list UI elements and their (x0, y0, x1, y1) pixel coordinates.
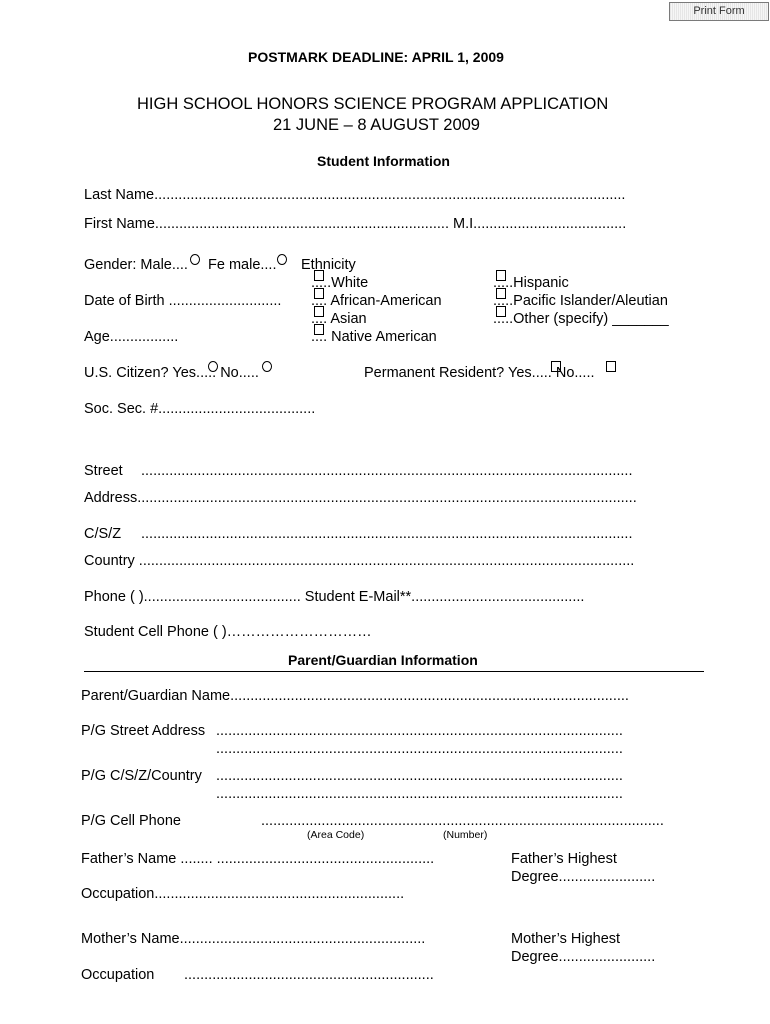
street-label: Street (84, 463, 123, 479)
pg-csz-field-2[interactable]: ..................................................................................................... (216, 786, 623, 802)
postmark-deadline: POSTMARK DEADLINE: APRIL 1, 2009 (248, 49, 504, 65)
us-citizen-label: U.S. Citizen? Yes..... No..... (84, 365, 259, 381)
pg-street-label: P/G Street Address (81, 723, 206, 739)
father-degree-label: Father’s Highest (511, 851, 617, 867)
pg-cell-label: P/G Cell Phone (81, 813, 181, 829)
pg-csz-label: P/G C/S/Z/Country (81, 768, 202, 784)
pg-street-field-2[interactable]: ..................................................................................................... (216, 741, 623, 757)
ethnicity-asian-label: .... Asian (311, 311, 367, 327)
pg-csz-field-1[interactable]: ..................................................................................................... (216, 768, 623, 784)
number-caption: (Number) (443, 829, 488, 841)
program-dates: 21 JUNE – 8 AUGUST 2009 (273, 116, 480, 134)
permanent-resident-no-checkbox[interactable] (606, 361, 616, 372)
area-code-caption: (Area Code) (307, 829, 365, 841)
street-field[interactable]: .......................................................................................................................... (141, 463, 633, 479)
section-divider (84, 671, 704, 672)
ethnicity-other-label[interactable]: .....Other (specify) _______ (493, 311, 669, 327)
date-of-birth-field[interactable]: Date of Birth ............................ (84, 293, 282, 309)
pg-street-field-1[interactable]: ..................................................................................................... (216, 723, 623, 739)
mother-name-field[interactable]: Mother’s Name............................................................. (81, 931, 426, 947)
pg-cell-field[interactable]: .................................................................................................... (261, 813, 664, 829)
gender-female-label: Fe male.... (208, 257, 277, 273)
ethnicity-pacific-islander-label: .....Pacific Islander/Aleutian (493, 293, 668, 309)
permanent-resident-label: Permanent Resident? Yes..... No..... (364, 365, 595, 381)
form-title: HIGH SCHOOL HONORS SCIENCE PROGRAM APPLICATION (137, 95, 609, 113)
parent-info-heading: Parent/Guardian Information (288, 652, 478, 668)
father-occupation-field[interactable]: Occupation.............................................................. (81, 886, 405, 902)
ethnicity-african-american-label: .... African-American (311, 293, 442, 309)
mother-degree-field[interactable]: Degree........................ (511, 949, 656, 965)
print-form-button[interactable]: Print Form (669, 2, 769, 21)
ethnicity-native-american-label: .... Native American (311, 329, 437, 345)
permanent-resident-yes-checkbox[interactable] (551, 361, 561, 372)
pg-name-field[interactable]: Parent/Guardian Name................................................................................................... (81, 688, 629, 704)
country-field[interactable]: Country ........................................................................................................................... (84, 553, 635, 569)
us-citizen-yes-radio[interactable] (208, 361, 218, 372)
student-info-heading: Student Information (317, 153, 450, 169)
father-degree-field[interactable]: Degree........................ (511, 869, 656, 885)
address-field[interactable]: Address............................................................................................................................ (84, 490, 637, 506)
phone-email-field[interactable]: Phone ( )....................................... Student E-Mail**........................................... (84, 589, 585, 605)
father-name-field[interactable]: Father’s Name ........ ...................................................... (81, 851, 435, 867)
student-cell-phone-field[interactable]: Student Cell Phone ( )………………………… (84, 624, 372, 640)
age-field[interactable]: Age................. (84, 329, 179, 345)
csz-field[interactable]: .......................................................................................................................... (141, 526, 633, 542)
social-security-field[interactable]: Soc. Sec. #....................................... (84, 401, 316, 417)
ethnicity-white-label: .....White (311, 275, 369, 291)
mother-degree-label: Mother’s Highest (511, 931, 621, 947)
gender-label: Gender: Male.... (84, 257, 188, 273)
mother-occupation-field[interactable]: .............................................................. (184, 967, 434, 983)
gender-male-radio[interactable] (190, 254, 200, 265)
last-name-field[interactable]: Last Name..................................................................................................................... (84, 187, 626, 203)
ethnicity-label: Ethnicity (301, 257, 356, 273)
us-citizen-no-radio[interactable] (262, 361, 272, 372)
csz-label: C/S/Z (84, 526, 122, 542)
first-name-field[interactable]: First Name......................................................................... M.I...................................... (84, 216, 627, 232)
ethnicity-hispanic-label: .....Hispanic (493, 275, 569, 291)
gender-female-radio[interactable] (277, 254, 287, 265)
mother-occupation-label: Occupation (81, 967, 155, 983)
